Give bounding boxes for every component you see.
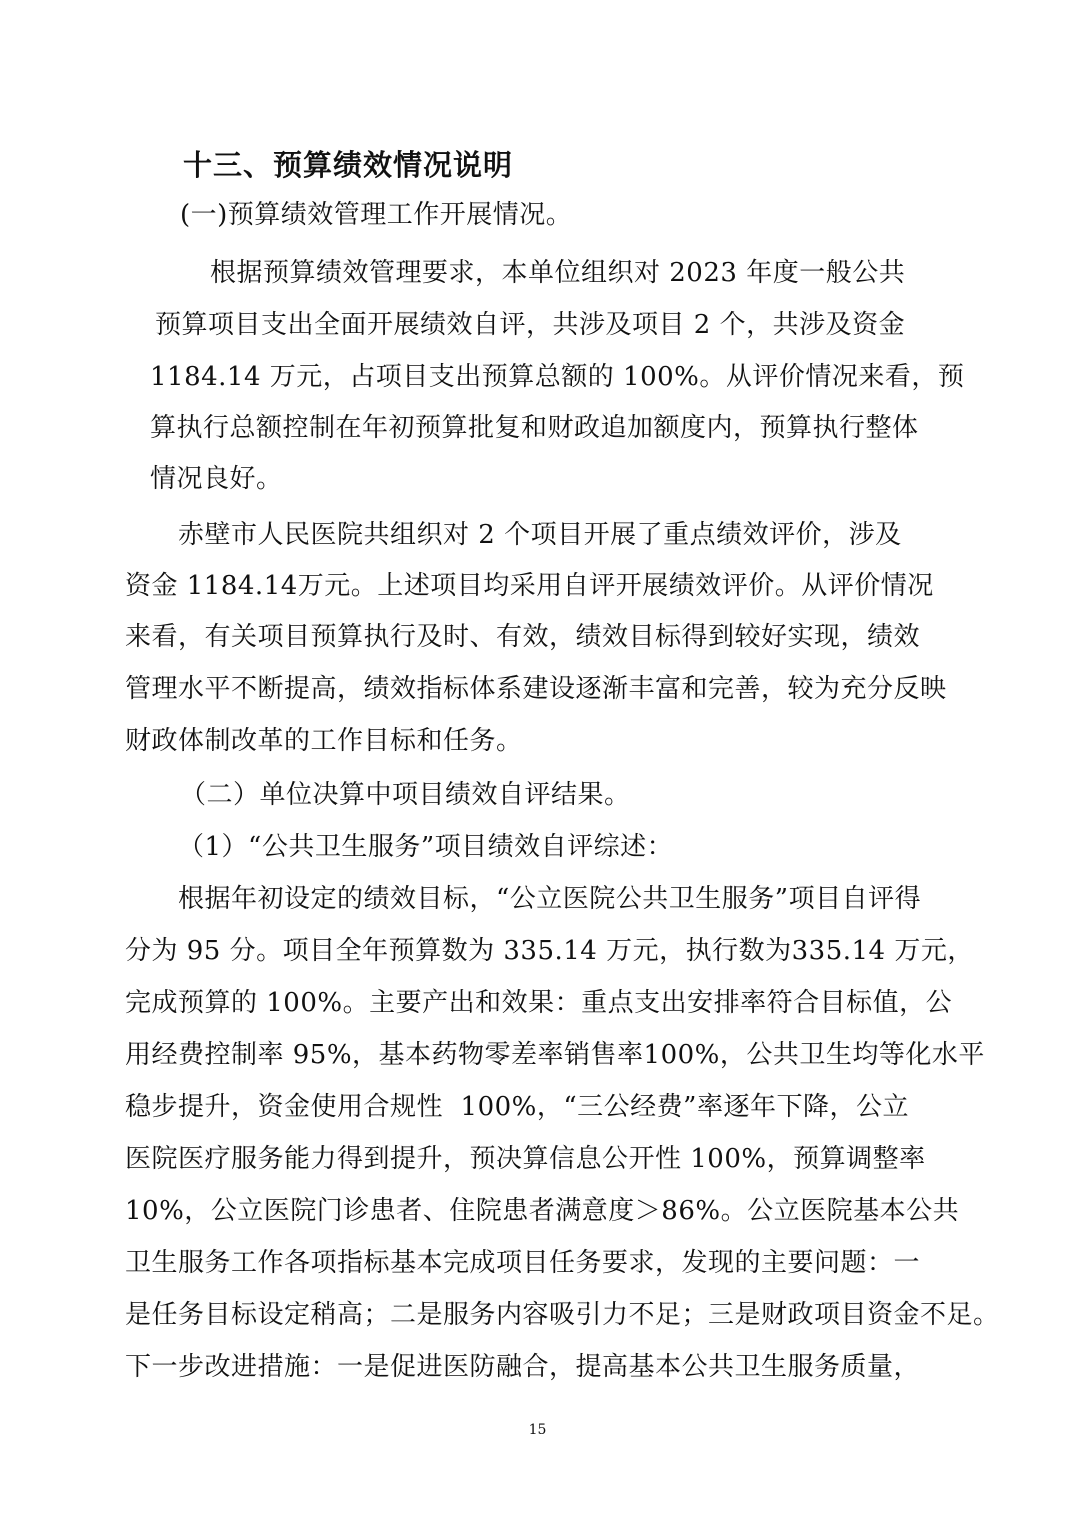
paragraph-2-line: 来看，有关项目预算执行及时、有效，绩效目标得到较好实现，绩效 xyxy=(125,622,921,652)
paragraph-3-line: 稳步提升，资金使用合规性 100%，“三公经费”率逐年下降，公立 xyxy=(125,1092,909,1122)
paragraph-1-line: 情况良好。 xyxy=(150,464,283,494)
paragraph-3-line: 根据年初设定的绩效目标，“公立医院公共卫生服务”项目自评得 xyxy=(178,884,922,914)
paragraph-2-line: 管理水平不断提高，绩效指标体系建设逐渐丰富和完善，较为充分反映 xyxy=(125,674,947,704)
paragraph-1-line: 算执行总额控制在年初预算批复和财政追加额度内，预算执行整体 xyxy=(150,413,919,443)
paragraph-2-line: 财政体制改革的工作目标和任务。 xyxy=(125,726,523,756)
paragraph-3-line: 是任务目标设定稍高；二是服务内容吸引力不足；三是财政项目资金不足。 xyxy=(125,1300,1000,1330)
paragraph-3-line: 用经费控制率 95%，基本药物零差率销售率100%，公共卫生均等化水平 xyxy=(125,1040,985,1070)
paragraph-3-line: 完成预算的 100%。主要产出和效果：重点支出安排率符合目标值，公 xyxy=(125,988,953,1018)
paragraph-3-line: 医院医疗服务能力得到提升，预决算信息公开性 100%，预算调整率 xyxy=(125,1144,926,1174)
subsection-heading-2: （二）单位决算中项目绩效自评结果。 xyxy=(180,780,631,810)
page-number: 15 xyxy=(528,1422,547,1438)
paragraph-3-line: 10%，公立医院门诊患者、住院患者满意度＞86%。公立医院基本公共 xyxy=(125,1196,960,1226)
paragraph-3-line: 卫生服务工作各项指标基本完成项目任务要求，发现的主要问题：一 xyxy=(125,1248,921,1278)
paragraph-3-line: 下一步改进措施：一是促进医防融合，提高基本公共卫生服务质量， xyxy=(125,1352,921,1382)
paragraph-2-line: 资金 1184.14万元。上述项目均采用自评开展绩效评价。从评价情况 xyxy=(125,571,934,601)
subsection-heading-1: (一)预算绩效管理工作开展情况。 xyxy=(180,200,573,230)
paragraph-1-line: 预算项目支出全面开展绩效自评，共涉及项目 2 个，共涉及资金 xyxy=(155,310,906,340)
item-heading-1: （1）“公共卫生服务”项目绩效自评综述： xyxy=(178,832,674,862)
section-title: 十三、预算绩效情况说明 xyxy=(183,148,514,182)
paragraph-2-line: 赤壁市人民医院共组织对 2 个项目开展了重点绩效评价，涉及 xyxy=(178,520,902,550)
paragraph-3-line: 分为 95 分。项目全年预算数为 335.14 万元，执行数为335.14 万元， xyxy=(125,936,974,966)
paragraph-1-line: 根据预算绩效管理要求，本单位组织对 2023 年度一般公共 xyxy=(210,258,906,288)
paragraph-1-line: 1184.14 万元，占项目支出预算总额的 100%。从评价情况来看，预 xyxy=(150,362,965,392)
